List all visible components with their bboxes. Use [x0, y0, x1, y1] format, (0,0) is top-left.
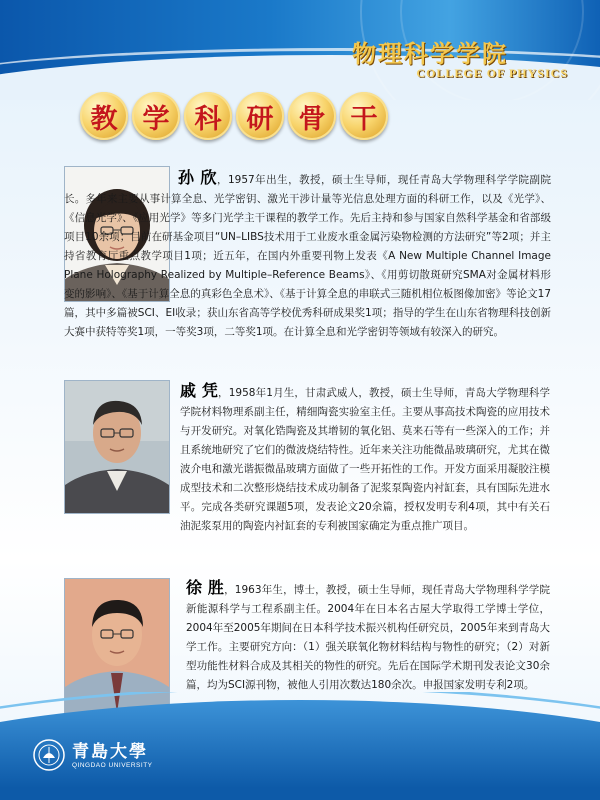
college-name-en: COLLEGE OF PHYSICS — [416, 66, 568, 80]
title-char: 研 — [236, 92, 284, 140]
header-banner — [0, 0, 600, 100]
college-name-cn: 物理科学学院 — [352, 39, 508, 68]
university-name-en: QINGDAO UNIVERSITY — [72, 761, 153, 769]
profile-name: 徐 胜 — [186, 578, 225, 597]
university-seal-icon — [32, 738, 66, 772]
profile-name: 孙 欣 — [178, 168, 217, 187]
profile-text — [64, 168, 551, 342]
profile-bio: ，1958年1月生，甘肃武威人，教授，硕士生导师，青岛大学物理科学学院材料物理系副主任，精细陶瓷实验室主任。主要从事高技术陶瓷的应用技术与开发研究。对氧化锆陶瓷及其增韧的氧化铝、莫来石等有一些深入的工作；并且系统地研究了它们的微波烧结特性。近年来关注功能微晶玻璃研究，尤其在微波介电和激光谐振微晶玻璃方面做了一些开拓性的工作。开发方面采用凝胶注模成型技术和二次整形烧结技术成功制备了泥浆泵陶瓷内衬缸套，具有国际先进水平。完成各类研究课题5项，发表论文20余篇，授权发明专利4项，其中有关石油泥浆泵用的陶瓷内衬缸套的专利被国家确定为重点推广项目。 — [180, 387, 550, 532]
profile-photo — [64, 380, 170, 514]
section-title — [80, 92, 388, 140]
profile-name: 戚 凭 — [180, 381, 219, 400]
title-char: 教 — [80, 92, 128, 140]
university-logo — [32, 738, 153, 772]
profile-text — [180, 381, 550, 536]
title-char: 干 — [340, 92, 388, 140]
profile-bio: ，1963年生，博士，教授，硕士生导师，现任青岛大学物理科学学院新能源科学与工程系副主任。2004年在日本名古屋大学取得工学博士学位，2004年至2005年期间在日本科学技术振兴机构任研究员，2005年来到青岛大学工作。主要研究方向：（1）强关联氧化物材料结构与物性的研究；（2）对新型功能性材料合成及其相关的物性的研究。先后在国际学术期刊发表论文30余篇，均为SCI源刊物，被他人引用次数达180余次。申报国家发明专利2项。 — [186, 584, 550, 691]
title-char: 学 — [132, 92, 180, 140]
title-char: 骨 — [288, 92, 336, 140]
title-char: 科 — [184, 92, 232, 140]
university-name-cn: 青島大學 — [72, 741, 148, 762]
profile-bio: ，1957年出生，教授，硕士生导师，现任青岛大学物理科学学院副院长。多年来主要从事计算全息、光学密钥、激光干涉计量等光信息处理方面的科研工作，以及《光学》、《信息光学》、《应用光学》等多门光学主干课程的教学工作。先后主持和参与国家自然科学基金和省部级项目10余项；目前在研基金项目“UN–LIBS技术用于工业废水重金属污染物检测的方法研究”等2项；并主持省教育厅重点教学项目1项；近五年，在国内外重要刊物上发表《A New Multiple Channel Image Plane Holography Realized by Multiple–Reference Beams》、《用剪切散斑研究SMA对金属材料形变的影响》、《基于计算全息的真彩色全息术》、《基于计算全息的串联式三随机相位板图像加密》等论文17篇，其中多篇被SCI、EI收录；获山东省高等学校优秀科研成果奖1项；指导的学生在山东省物理科技创新大赛中获特等奖1项，一等奖3项，二等奖1项。在计算全息和光学密钥等领域有较深入的研究。 — [64, 174, 551, 338]
profile-text — [186, 578, 550, 695]
